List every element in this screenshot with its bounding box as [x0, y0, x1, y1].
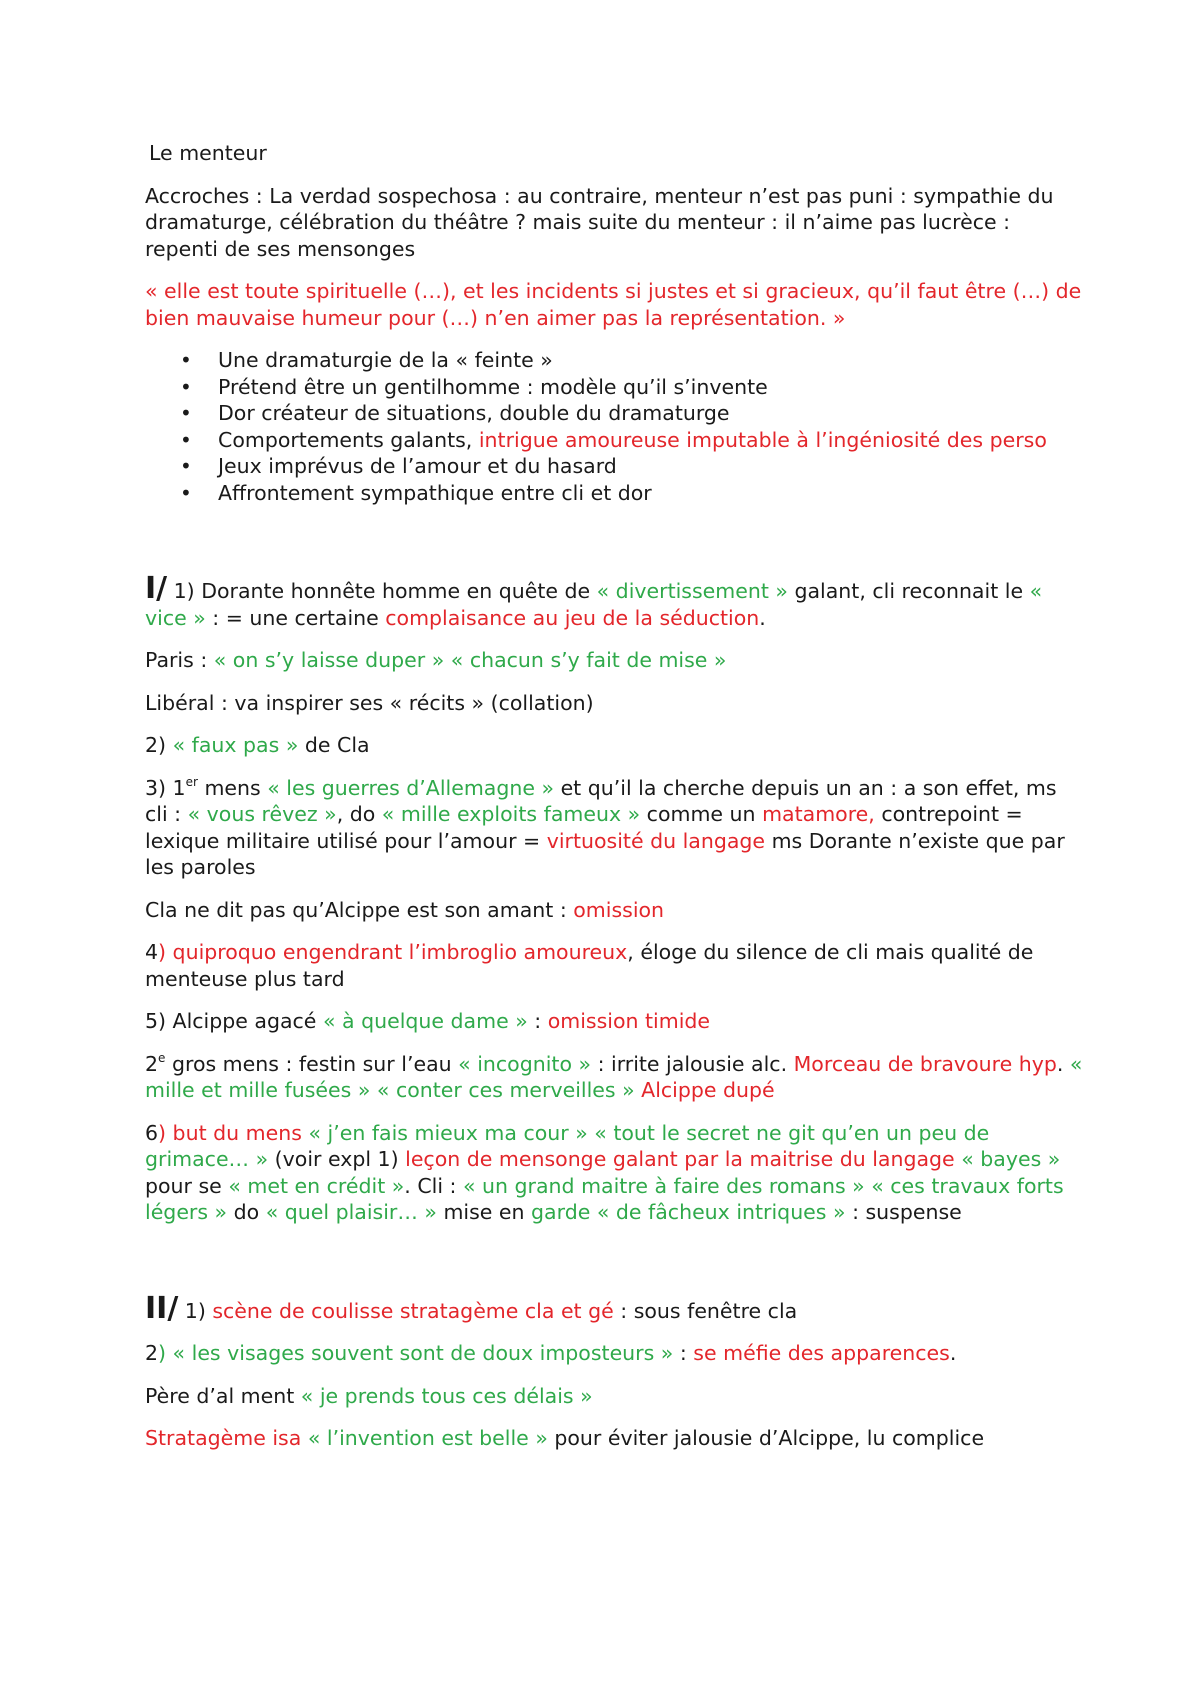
highlight-red: matamore, [762, 802, 875, 826]
quote-green: « vice » [145, 579, 1043, 630]
quote-green: « on s’y laisse duper » « chacun s’y fait de mise » [213, 648, 727, 672]
text-run: comme un [640, 802, 763, 826]
section-paragraph [145, 647, 1085, 674]
superscript: e [158, 1050, 166, 1065]
quote-green: « à quelque dame » [322, 1009, 528, 1033]
section-paragraph [145, 1425, 1085, 1452]
text-run: do [227, 1200, 266, 1224]
quote-green: « un grand maitre à faire des romans » « ces travaux forts légers » [145, 1173, 1064, 1224]
highlight-red: leçon de mensonge galant par la maitrise du langage [405, 1147, 955, 1171]
text-run: Une dramaturgie de la « feinte » [218, 348, 553, 372]
text-run: pour éviter jalousie d’Alcippe, lu complice [547, 1426, 985, 1450]
quote-green: « bayes » [961, 1147, 1061, 1171]
section-paragraph [145, 1383, 1085, 1410]
paragraph-text [145, 579, 1042, 630]
quote-green: « l’invention est belle » [307, 1426, 548, 1450]
section-two [145, 1290, 1085, 1452]
bullet-item [218, 374, 1085, 401]
highlight-red: virtuosité du langage [546, 828, 766, 853]
section-paragraph [145, 571, 1085, 631]
superscript: er [185, 774, 198, 789]
section-one [145, 571, 1085, 1226]
quote-green: « vous rêvez » [187, 802, 337, 826]
quote-green: « je prends tous ces délais » [300, 1383, 593, 1408]
highlight-red: omission [573, 897, 665, 922]
text-run: Affrontement sympathique entre cli et dor [218, 480, 652, 505]
section-paragraph [145, 775, 1085, 881]
document-page [145, 140, 1085, 1468]
bullet-item [218, 347, 1085, 374]
highlight-red: Alcippe dupé [641, 1078, 775, 1102]
text-run: 2) [145, 733, 173, 757]
quote-green: garde « de fâcheux intriques » [531, 1200, 846, 1224]
quote-green: « mille et mille fusées » « conter ces merveilles » [145, 1051, 1083, 1102]
quote-green: ) « les visages souvent sont de doux imposteurs » [158, 1341, 674, 1365]
text-run: gros mens : festin sur l’eau [165, 1051, 459, 1076]
text-run: Prétend être un gentilhomme : modèle qu’il s’invente [218, 374, 768, 399]
bullet-item [218, 427, 1085, 454]
section-paragraph [145, 1290, 1085, 1326]
section-paragraph [145, 1120, 1085, 1226]
text-run: . [1056, 1051, 1070, 1076]
text-run: 1) Dorante honnête homme en quête de [167, 579, 597, 603]
quote-green: « faux pas » [172, 733, 299, 757]
text-run: . Cli : [404, 1173, 463, 1198]
bullet-item [218, 453, 1085, 480]
text-run: , do [336, 802, 382, 826]
section-number: II/ [145, 1290, 179, 1326]
highlight-red: Morceau de bravoure hyp [793, 1051, 1057, 1076]
quote-green: « met en crédit » [228, 1173, 405, 1198]
text-run: Cla ne dit pas qu’Alcippe est son amant : [145, 897, 574, 922]
highlight-red: intrigue amoureuse imputable à l’ingéniosité des perso [478, 427, 1047, 452]
section-paragraph [145, 897, 1085, 924]
highlight-red: complaisance au jeu de la séduction [385, 605, 760, 630]
text-run: galant, cli reconnait le [787, 579, 1030, 603]
quote-green: « mille exploits fameux » [381, 802, 641, 826]
text-run: ms Dorante n’existe que par les paroles [145, 828, 1065, 879]
bullet-list [145, 347, 1085, 506]
text-run: 2 [145, 1051, 159, 1076]
text-run: Libéral : va inspirer ses « récits » (collation) [145, 690, 594, 715]
text-run: Père d’al ment [145, 1383, 301, 1408]
section-paragraph [145, 1008, 1085, 1035]
quote-green: « les guerres d’Allemagne » [267, 775, 555, 800]
intro-paragraph [145, 183, 1085, 263]
highlight-red: ) but du mens [158, 1120, 302, 1145]
quote-paragraph [145, 278, 1085, 331]
section-number: I/ [145, 571, 168, 606]
highlight-red: ) quiproquo engendrant l’imbroglio amoureux [158, 940, 628, 964]
section-paragraph [145, 690, 1085, 717]
text-run: 1) [178, 1298, 213, 1323]
text-run: Accroches : La verdad sospechosa : au contraire, menteur n’est pas puni : sympathie du dramaturge, célébration du théâtre ? mais suite du menteur : il n’aime pas lucrèce : repenti de ses mensonges [145, 183, 1054, 261]
text-run: : = une certaine [205, 605, 386, 630]
text-run: 4 [145, 940, 159, 964]
document-title: Le menteur [149, 141, 267, 165]
section-paragraph [145, 1340, 1085, 1367]
text-run: : sous fenêtre cla [613, 1298, 798, 1323]
text-run: : suspense [845, 1200, 962, 1224]
quote-green: « divertissement » [596, 579, 788, 603]
text-run: : [673, 1341, 694, 1365]
text-run: 5) Alcippe agacé [145, 1009, 323, 1033]
highlight-red: scène de coulisse stratagème cla et gé [212, 1298, 614, 1323]
text-run: Paris : [145, 648, 214, 672]
text-run: mise en [436, 1200, 532, 1224]
text-run: mens [197, 775, 268, 800]
text-run: Comportements galants, [218, 427, 479, 452]
quote-green: « incognito » [458, 1051, 592, 1076]
section-paragraph [145, 1051, 1085, 1104]
highlight-red: se méfie des apparences [693, 1341, 950, 1365]
text-run: contrepoint = lexique militaire utilisé pour l’amour = [145, 802, 1023, 853]
text-run: : [527, 1009, 548, 1033]
text-run: 3) 1 [145, 775, 186, 800]
text-run: , éloge du silence de cli mais qualité de menteuse plus tard [145, 940, 1034, 991]
text-run: 6 [145, 1120, 159, 1145]
text-run: et qu’il la cherche depuis un an : a son effet, ms cli : [145, 775, 1057, 826]
quote-green: « j’en fais mieux ma cour » « tout le secret ne git qu’en un peu de grimace… » [145, 1120, 990, 1171]
paragraph-text [178, 1299, 797, 1323]
text-run: 2 [145, 1341, 159, 1365]
text-run: . [759, 605, 766, 630]
section-paragraph [145, 939, 1085, 992]
text-run: : irrite jalousie alc. [591, 1051, 794, 1076]
bullet-item [218, 480, 1085, 507]
highlight-red: omission timide [547, 1009, 711, 1033]
section-paragraph [145, 732, 1085, 759]
text-run: Dor créateur de situations, double du dramaturge [218, 401, 730, 425]
text-run: . [949, 1341, 957, 1365]
highlight-red: « elle est toute spirituelle (…), et les incidents si justes et si gracieux, qu’il faut être (…) de bien mauvaise humeur pour (…) n’en aimer pas la représentation. » [145, 279, 1082, 330]
quote-green: « quel plaisir… » [265, 1200, 437, 1224]
text-run: de Cla [298, 733, 370, 757]
highlight-red: Stratagème isa [145, 1426, 302, 1450]
text-run: (voir expl 1) [268, 1147, 406, 1171]
bullet-item [218, 400, 1085, 427]
intro-block [145, 183, 1085, 332]
text-run: Jeux imprévus de l’amour et du hasard [218, 454, 617, 478]
text-run: pour se [145, 1173, 229, 1198]
